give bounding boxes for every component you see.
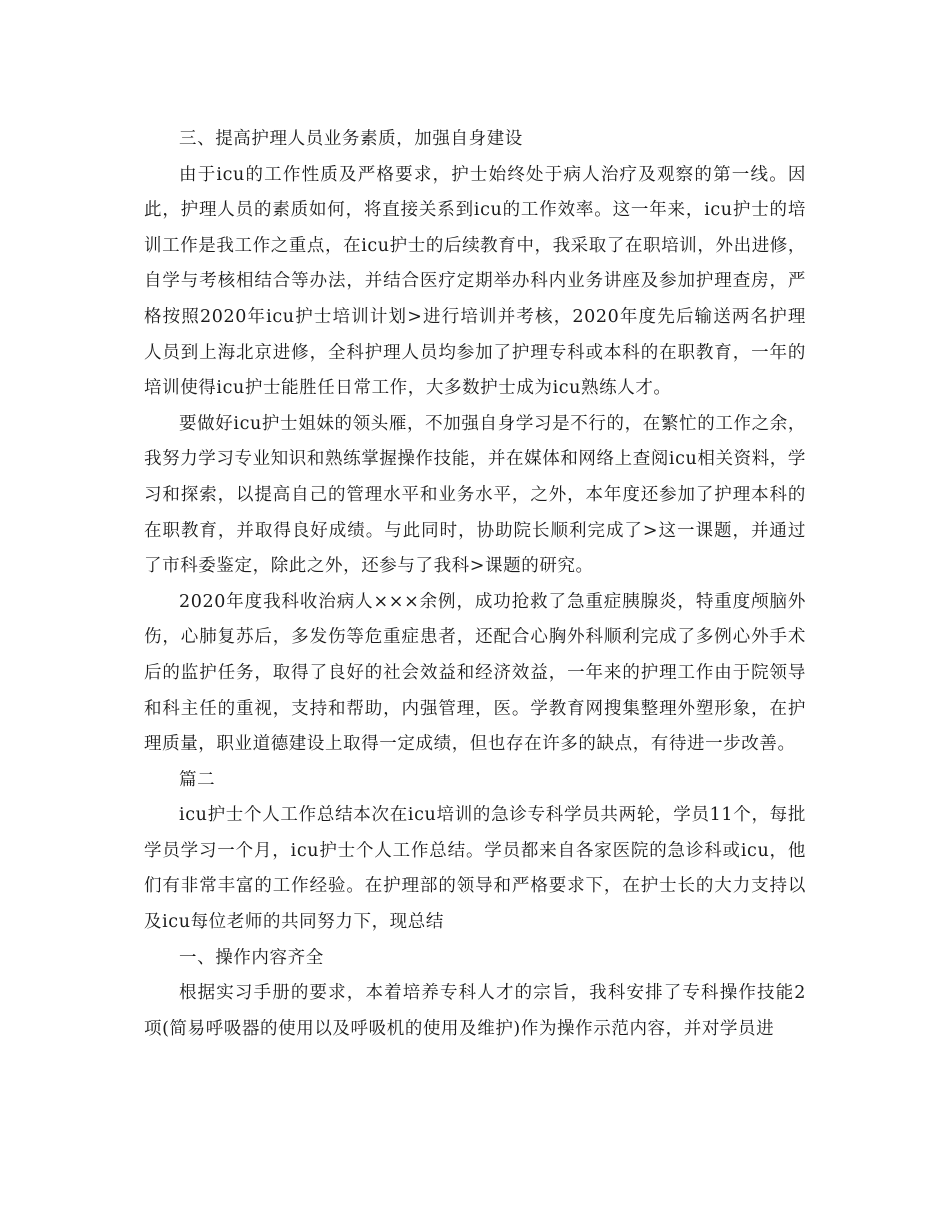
paragraph-training: 由于icu的工作性质及严格要求，护士始终处于病人治疗及观察的第一线。因此，护理人员的素质如何，将直接关系到icu的工作效率。这一年来，icu护士的培训工作是我工作之重点，在icu护士的后续教育中，我采取了在职培训，外出进修，自学与考核相结合等办法，并结合医疗定期举办科内业务讲座及参加护理查房，严格按照2020年icu护士培训计划>进行培训并考核，2020年度先后输送两名护理人员到上海北京进修，全科护理人员均参加了护理专科或本科的在职教育，一年的培训使得icu护士能胜任日常工作，大多数护士成为icu熟练人才。 — [144, 164, 806, 399]
paragraph-operations: 根据实习手册的要求，本着培养专科人才的宗旨，我科安排了专科操作技能2项(简易呼吸器的使用以及呼吸机的使用及维护)作为操作示范内容，并对学员进 — [144, 983, 806, 1039]
section-heading-operations: 一、操作内容齐全 — [179, 947, 324, 968]
section-heading-improve-quality: 三、提高护理人员业务素质，加强自身建设 — [179, 129, 523, 149]
paragraph-annual-results: 2020年度我科收治病人×××余例，成功抢救了急重症胰腺炎，特重度颅脑外伤，心肺复苏后，多发伤等危重症患者，还配合心胸外科顺利完成了多例心外手术后的监护任务，取得了良好的社会效益和经济效益，一年来的护理工作由于院领导和科主任的重视，支持和帮助，内强管理，医。学教育网搜集整理外塑形象，在护理质量，职业道德建设上取得一定成绩，但也存在许多的缺点，有待进一步改善。 — [144, 591, 806, 755]
paragraph-icu-summary-intro: icu护士个人工作总结本次在icu培训的急诊专科学员共两轮，学员11个，每批学员学习一个月，icu护士个人工作总结。学员都来自各家医院的急诊科或icu，他们有非常丰富的工作经验。在护理部的领导和严格要求下，在护士长的大力支持以及icu每位老师的共同努力下，现总结 — [144, 805, 806, 933]
paragraph-self-study: 要做好icu护士姐妹的领头雁，不加强自身学习是不行的，在繁忙的工作之余，我努力学习专业知识和熟练掌握操作技能，并在媒体和网络上查阅icu相关资料，学习和探索，以提高自己的管理水平和业务水平，之外，本年度还参加了护理本科的在职教育，并取得良好成绩。与此同时，协助院长顺利完成了>这一课题，并通过了市科委鉴定，除此之外，还参与了我科>课题的研究。 — [144, 413, 806, 577]
section-heading-part-two: 篇二 — [179, 769, 216, 790]
document-body — [144, 122, 806, 1047]
